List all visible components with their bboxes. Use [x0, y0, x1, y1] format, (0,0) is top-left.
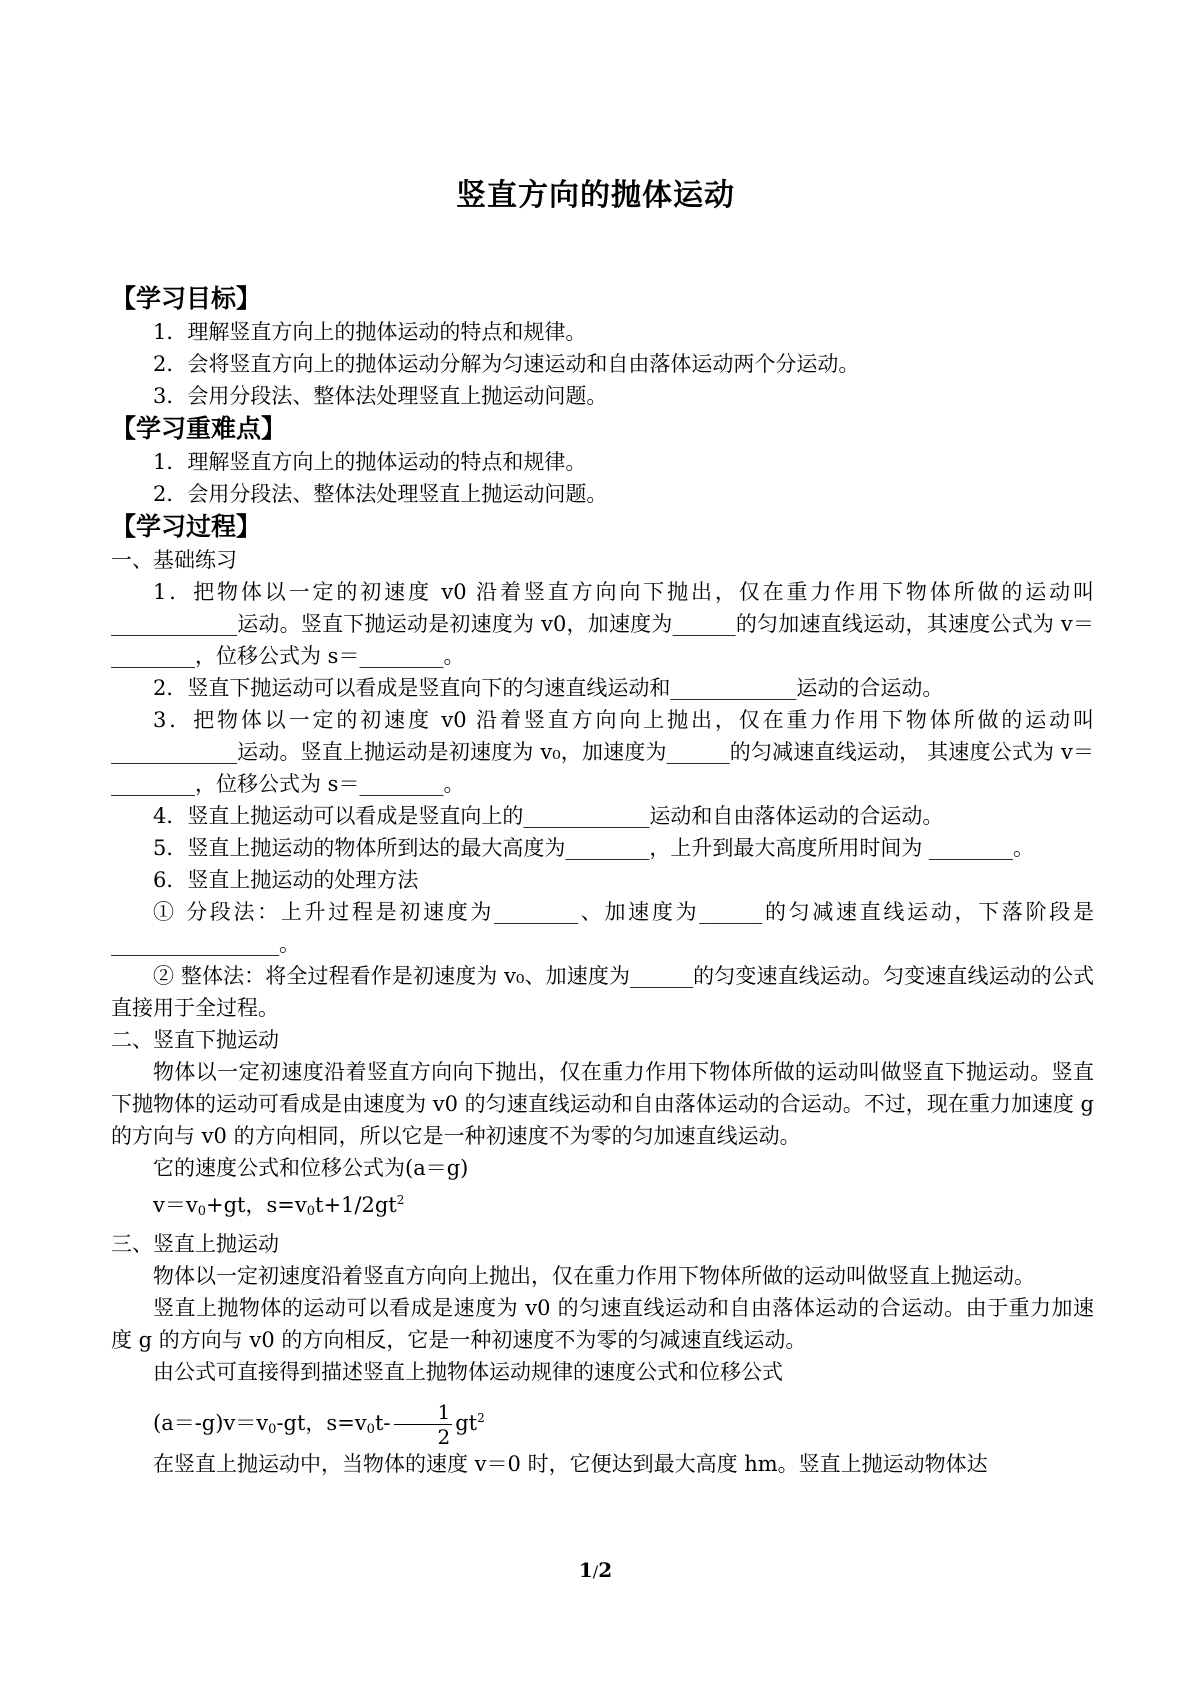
section-downward-throw: 二、竖直下抛运动 [111, 1028, 279, 1052]
formula-text: t+1/2gt [315, 1193, 397, 1217]
formula-fraction [394, 1400, 453, 1449]
formula-text: (a＝-g)v＝v [153, 1411, 269, 1435]
upward-throw-paragraph-2: 竖直上抛物体的运动可以看成是速度为 v0 的匀速直线运动和自由落体运动的合运动。由于重力加速度 g 的方向与 v0 的方向相反，它是一种初速度不为零的匀减速直线运动。 [111, 1296, 1094, 1352]
downward-formula-intro: 它的速度公式和位移公式为(a＝g) [153, 1156, 469, 1180]
page-title: 竖直方向的抛体运动 [456, 178, 735, 213]
question-6: 6．竖直上抛运动的处理方法 [153, 868, 419, 892]
formula-subscript: 0 [366, 1422, 375, 1437]
heading-learning-process: 【学习过程】 [111, 512, 262, 541]
key-point-2: 2．会用分段法、整体法处理竖直上抛运动问题。 [153, 482, 608, 506]
upward-formula-intro: 由公式可直接得到描述竖直上抛物体运动规律的速度公式和位移公式 [153, 1360, 783, 1384]
question-2: 2．竖直下抛运动可以看成是竖直向下的匀速直线运动和____________运动的合运动。 [153, 676, 944, 700]
fraction-numerator: 1 [394, 1400, 453, 1425]
document-body [111, 282, 1094, 1480]
formula-subscript: 0 [197, 1204, 207, 1219]
formula-text: gt [455, 1411, 478, 1435]
goal-item-2: 2．会将竖直方向上的抛体运动分解为匀速运动和自由落体运动两个分运动。 [153, 352, 860, 376]
question-3: 3．把物体以一定的初速度 v0 沿着竖直方向向上抛出，仅在重力作用下物体所做的运动叫____________运动。竖直上抛运动是初速度为 v₀，加速度为______的匀减速直线运动， 其速度公式为 v＝________，位移公式为 s＝________。 [111, 708, 1094, 796]
formula-text: t- [374, 1411, 391, 1435]
formula-subscript: 0 [306, 1204, 316, 1219]
question-6-segment-method: ① 分段法：上升过程是初速度为________、加速度为______的匀减速直线运动，下落阶段是________________。 [111, 900, 1094, 956]
key-point-1: 1．理解竖直方向上的抛体运动的特点和规律。 [153, 450, 587, 474]
section-basic-practice: 一、基础练习 [111, 548, 237, 572]
question-6-whole-method: ② 整体法：将全过程看作是初速度为 v₀、加速度为______的匀变速直线运动。匀变速直线运动的公式直接用于全过程。 [111, 964, 1094, 1020]
downward-formula [111, 1184, 1094, 1228]
goal-item-1: 1．理解竖直方向上的抛体运动的特点和规律。 [153, 320, 587, 344]
fraction-denominator: 2 [437, 1425, 451, 1449]
upward-throw-paragraph-1: 物体以一定初速度沿着竖直方向向上抛出，仅在重力作用下物体所做的运动叫做竖直上抛运动。 [153, 1264, 1035, 1288]
formula-text: +gt，s=v [206, 1193, 307, 1217]
heading-key-points: 【学习重难点】 [111, 414, 287, 443]
current-page: 1 [578, 1558, 593, 1582]
page-separator: / [592, 1562, 599, 1581]
formula-text: -gt，s=v [276, 1411, 367, 1435]
question-5: 5．竖直上抛运动的物体所到达的最大高度为________，上升到最大高度所用时间为 ________。 [153, 836, 1035, 860]
formula-superscript: 2 [396, 1193, 405, 1207]
heading-learning-goals: 【学习目标】 [111, 284, 262, 313]
question-4: 4．竖直上抛运动可以看成是竖直向上的____________运动和自由落体运动的合运动。 [153, 804, 944, 828]
goal-item-3: 3．会用分段法、整体法处理竖直上抛运动问题。 [153, 384, 608, 408]
total-pages: 2 [598, 1558, 613, 1582]
downward-throw-paragraph: 物体以一定初速度沿着竖直方向向下抛出，仅在重力作用下物体所做的运动叫做竖直下抛运动。竖直下抛物体的运动可看成是由速度为 v0 的匀速直线运动和自由落体运动的合运动。不过，现在重力加速度 g 的方向与 v0 的方向相同，所以它是一种初速度不为零的匀加速直线运动。 [111, 1060, 1094, 1148]
upward-throw-paragraph-4: 在竖直上抛运动中，当物体的速度 v＝0 时，它便达到最大高度 hm。竖直上抛运动物体达 [153, 1452, 988, 1476]
formula-superscript: 2 [477, 1411, 485, 1425]
section-upward-throw: 三、竖直上抛运动 [111, 1232, 279, 1256]
upward-formula [111, 1388, 1094, 1448]
formula-text: v＝v [153, 1193, 198, 1217]
question-1: 1．把物体以一定的初速度 v0 沿着竖直方向向下抛出，仅在重力作用下物体所做的运动叫____________运动。竖直下抛运动是初速度为 v0，加速度为______的匀加速直线运动，其速度公式为 v＝________，位移公式为 s＝________。 [111, 580, 1094, 668]
page-number [0, 1558, 1191, 1582]
formula-subscript: 0 [268, 1422, 277, 1437]
